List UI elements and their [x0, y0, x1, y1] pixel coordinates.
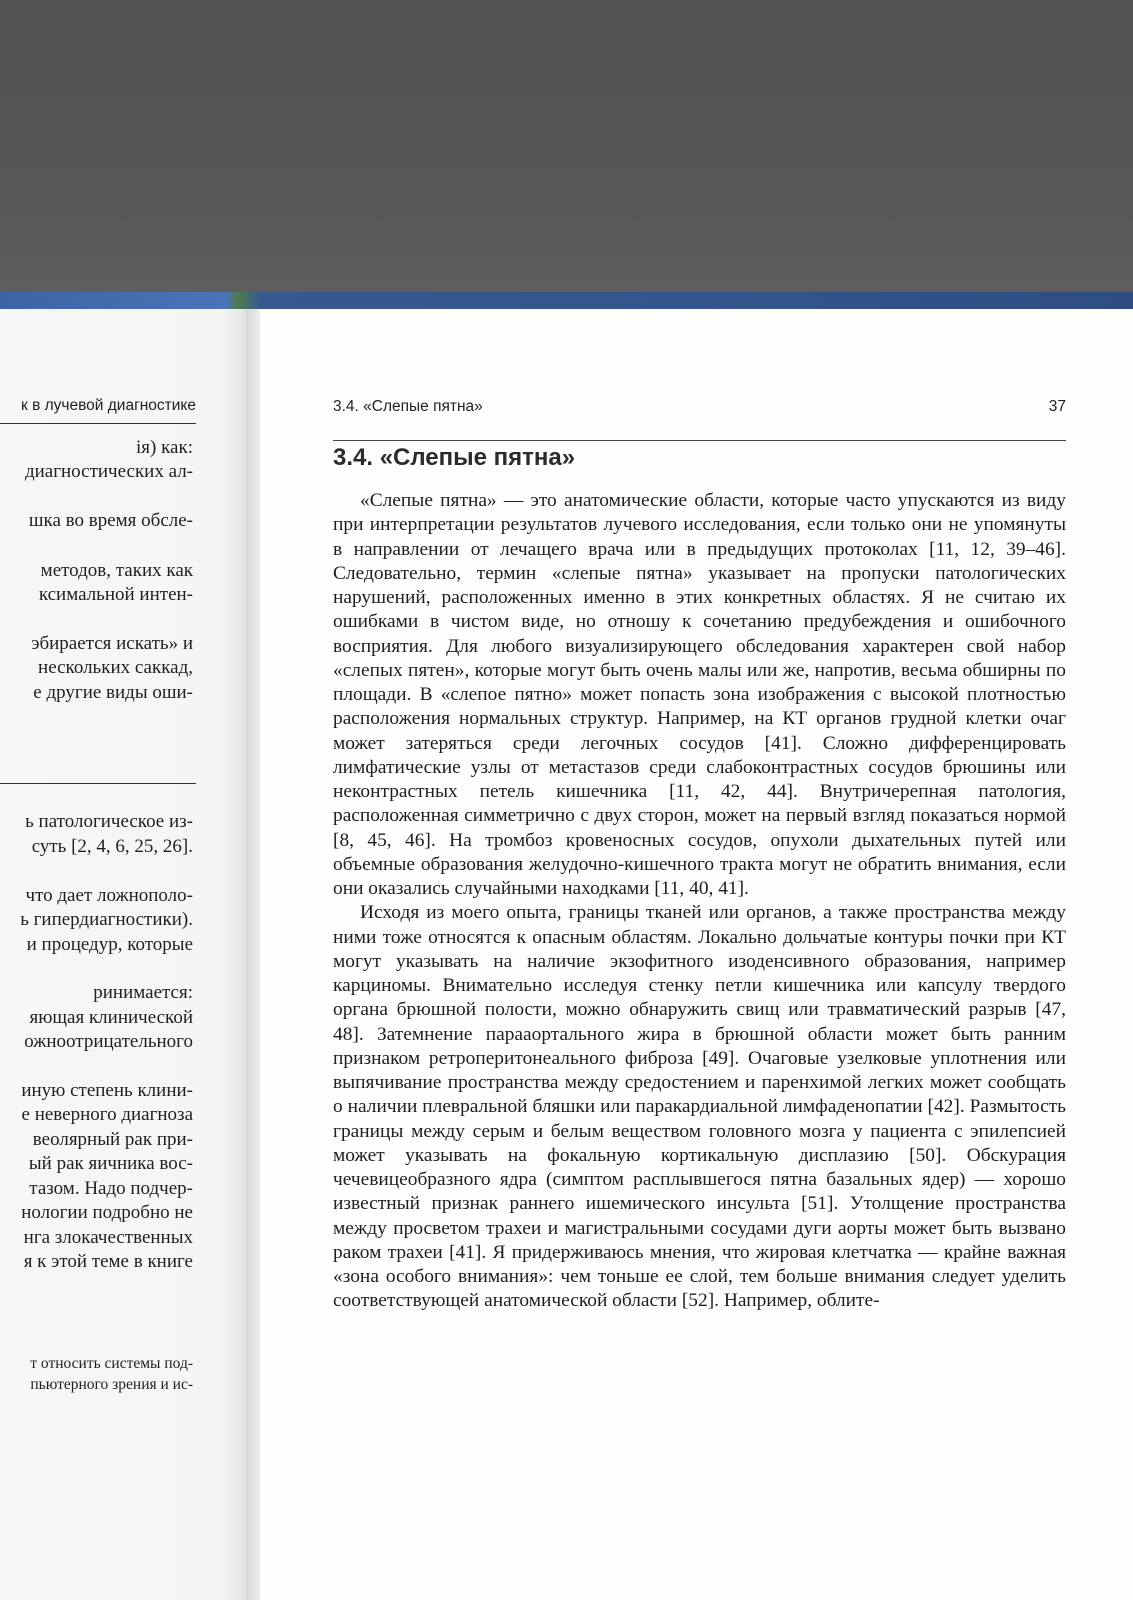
book-gutter: [246, 309, 260, 1600]
section-title: 3.4. «Слепые пятна»: [333, 444, 576, 471]
left-line: ый рак яичника вос-: [28, 1153, 193, 1174]
left-line: что дает ложнополо-: [25, 885, 193, 906]
left-line: веолярный рак при-: [32, 1129, 193, 1150]
left-line: суть [2, 4, 6, 25, 26].: [31, 836, 193, 857]
left-line: ринимается:: [93, 982, 193, 1003]
right-page: [260, 309, 1133, 1600]
running-head-title: 3.4. «Слепые пятна»: [333, 398, 483, 415]
page-number: 37: [1048, 398, 1066, 415]
left-line: ь патологическое из-: [25, 811, 193, 832]
running-head: [333, 398, 1066, 418]
left-line: нологии подробно не: [21, 1202, 193, 1223]
left-line: яющая клинической: [29, 1007, 193, 1028]
left-line: е неверного диагноза: [21, 1104, 193, 1125]
left-line: ь гипердиагностики).: [20, 909, 193, 930]
section-rule: [333, 440, 1066, 441]
left-line: нга злокачественных: [23, 1227, 193, 1248]
left-line: ксимальной интен-: [38, 584, 193, 605]
left-line: тазом. Надо подчер-: [29, 1178, 193, 1199]
scanner-background: [0, 0, 1133, 303]
left-section-rule: [0, 783, 196, 784]
left-line: ожноотрицательного: [24, 1031, 193, 1052]
left-footnote-line: пьютерного зрения и ис-: [30, 1376, 193, 1393]
left-page: [0, 309, 246, 1600]
left-line: шка во время обсле-: [28, 510, 193, 531]
left-line: и процедур, которые: [26, 934, 193, 955]
body-text: [333, 489, 1066, 1314]
left-footnote-line: т относить системы под-: [30, 1355, 193, 1372]
left-line: иную степень клини-: [21, 1080, 193, 1101]
book-cover-edge: [0, 292, 1133, 309]
left-line: е другие виды оши-: [33, 682, 193, 703]
paragraph: «Слепые пятна» — это анатомические области, которые часто упускаются из виду при интерпретации результатов лучевого исследования, если только они не упомянуты в направлении от лечащего врача или в предыдущих протоколах [11, 12, 39–46]. Следовательно, термин «слепые пятна» указывает на пропуски патологических нарушений, расположенных именно в этих конкретных областях. Я не считаю их ошибками в чистом виде, но отношу к сочетанию предубеждения и ошибочного восприятия. Для любого визуализирующего обследования характерен свой набор «слепых пятен», которые могут быть очень малы или же, напротив, весьма обширны по площади. В «слепое пятно» может попасть зона изображения с высокой плотностью расположения нормальных структур. Например, на КТ органов грудной клетки очаг может затеряться среди легочных сосудов [41]. Сложно дифференцировать лимфатические узлы от метастазов среди слабоконтрастных сосудов брюшины или неконтрастных петель кишечника [11, 42, 44]. Внутричерепная патология, расположенная симметрично с двух сторон, может на первый взгляд показаться нормой [8, 45, 46]. На тромбоз кровеносных сосудов, опухоли дыхательных путей или объемные образования желудочно-кишечного тракта могут не обратить внимания, если они оказались случайными находками [11, 40, 41].: [333, 490, 1066, 899]
left-line: ія) как:: [136, 437, 193, 458]
left-line: эбирается искать» и: [31, 633, 193, 654]
left-running-head: к в лучевой диагностике: [20, 397, 196, 414]
left-header-rule: [0, 423, 196, 424]
left-line: методов, таких как: [40, 560, 193, 581]
paragraph: Исходя из моего опыта, границы тканей или органов, а также пространства между ними тоже относятся к опасным областям. Локально дольчатые контуры почки при КТ могут указывать на наличие экзофитного изоденсивного образования, например карциномы. Внимательно исследуя стенку петли кишечника или капсулу твердого органа брюшной полости, можно обнаружить свищ или травматический разрыв [47, 48]. Затемнение парааортального жира в брюшной области может быть ранним признаком ретроперитонеального фиброза [49]. Очаговые узелковые уплотнения или выпячивание пространства между средостением и паренхимой легких может сообщать о наличии плевральной бляшки или паракардиальной лимфаденопатии [42]. Размытость границы между серым и белым веществом головного мозга у пациента с эпилепсией может указывать на фокальную кортикальную дисплазию [50]. Обскурация чечевицеобразного ядра (симптом расплывшегося пятна базальных ядер) — хорошо известный признак раннего ишемического инсульта [51]. Утолщение пространства между просветом трахеи и магистральными сосудами дуги аорты может быть вызвано раком трахеи [41]. Я придерживаюсь мнения, что жировая клетчатка — крайне важная «зона особого внимания»: чем тоньше ее слой, тем больше внимания следует уделить соответствующей анатомической области [52]. Например, облите-: [333, 902, 1066, 1312]
left-line: нескольких саккад,: [38, 657, 193, 678]
left-line: диагностических ал-: [24, 461, 193, 482]
left-line: я к этой теме в книге: [23, 1251, 193, 1272]
